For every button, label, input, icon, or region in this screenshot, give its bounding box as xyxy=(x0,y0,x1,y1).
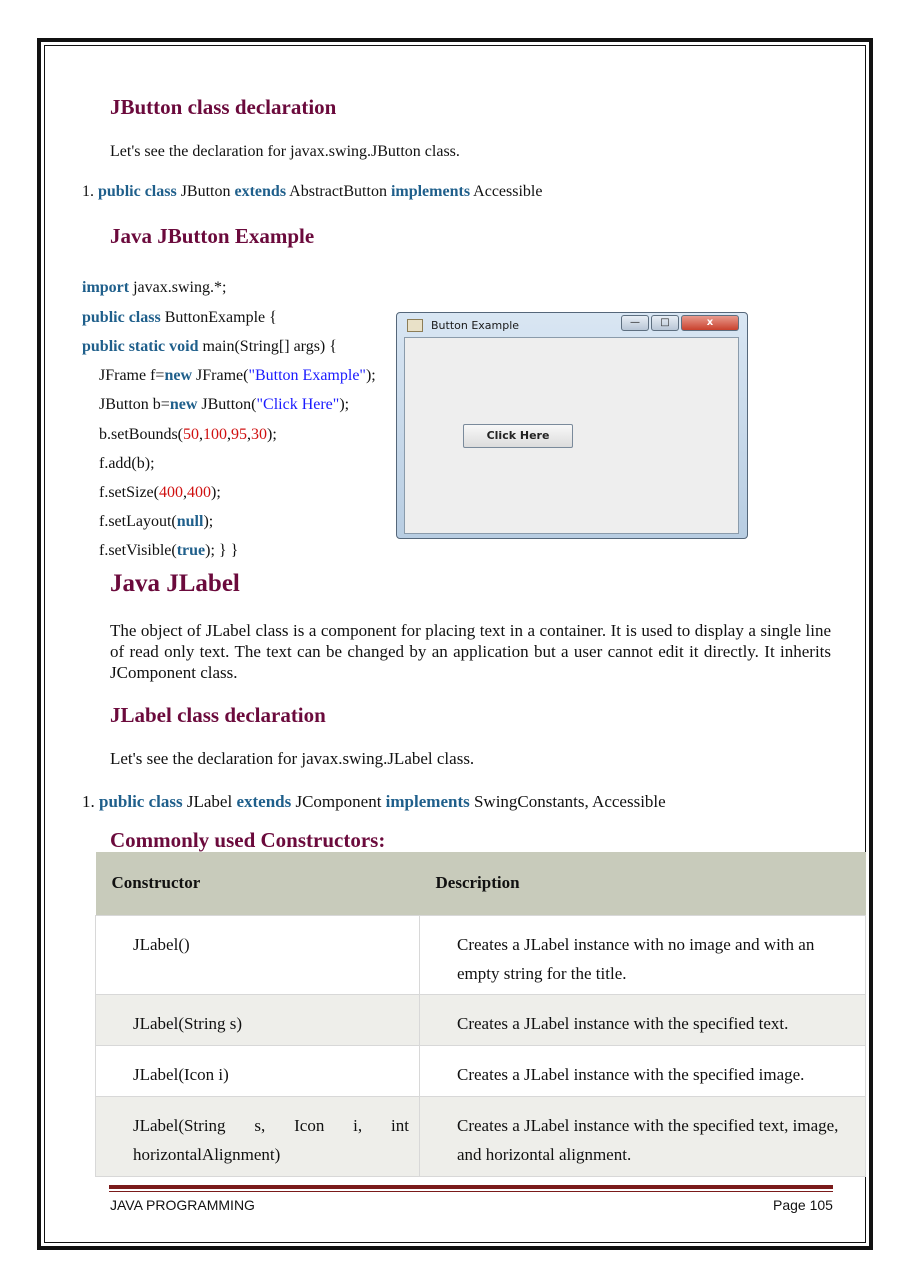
jlabel-declaration-intro: Let's see the declaration for javax.swing.JLabel class. xyxy=(110,749,475,768)
jbutton-declaration-heading: JButton class declaration xyxy=(110,95,337,119)
code-text: f.add(b); xyxy=(99,455,155,472)
code-text: ); xyxy=(339,396,350,413)
jbutton-declaration-code xyxy=(82,183,542,201)
jlabel-heading: Java JLabel xyxy=(110,570,240,597)
keyword: implements xyxy=(385,792,470,811)
string-literal: "Click Here" xyxy=(256,396,340,413)
signature-token: i, xyxy=(353,1115,363,1135)
constructor-signature-line: horizontalAlignment) xyxy=(133,1144,281,1164)
code-text: JLabel xyxy=(186,792,233,811)
footer-rule xyxy=(109,1191,833,1192)
code-line xyxy=(99,513,213,531)
code-text: JButton xyxy=(180,183,231,200)
code-text: f.setVisible( xyxy=(99,542,177,559)
code-text: Accessible xyxy=(473,183,543,200)
keyword: public class xyxy=(82,309,161,326)
close-button[interactable]: x xyxy=(681,315,739,331)
number-literal: 30 xyxy=(251,426,267,443)
description-cell: Creates a JLabel instance with the specified image. xyxy=(420,1045,866,1096)
jbutton-example-heading: Java JButton Example xyxy=(110,224,315,248)
code-text: b.setBounds( xyxy=(99,426,183,443)
constructors-heading: Commonly used Constructors: xyxy=(110,828,386,852)
code-text: JFrame( xyxy=(192,367,249,384)
column-header-description: Description xyxy=(420,852,866,915)
code-text: , xyxy=(227,426,231,443)
code-text: ); xyxy=(267,426,277,443)
footer-rule xyxy=(109,1185,833,1189)
code-line xyxy=(99,455,155,473)
page-number: Page 105 xyxy=(773,1197,833,1213)
code-text: JComponent xyxy=(295,792,382,811)
constructor-cell xyxy=(96,1096,420,1176)
code-line xyxy=(99,484,221,502)
keyword: import xyxy=(82,279,130,296)
code-text: f.setSize( xyxy=(99,484,159,501)
keyword: new xyxy=(169,396,198,413)
signature-token: Icon xyxy=(294,1115,325,1135)
table-header-row xyxy=(96,852,866,915)
string-literal: "Button Example" xyxy=(248,367,366,384)
constructor-cell: JLabel(String s) xyxy=(96,994,420,1045)
description-cell: Creates a JLabel instance with the specified text, image, and horizontal alignment. xyxy=(420,1096,866,1176)
keyword: public static void xyxy=(82,338,199,355)
code-text: AbstractButton xyxy=(289,183,387,200)
window-title: Button Example xyxy=(431,319,520,332)
description-cell: Creates a JLabel instance with the specified text. xyxy=(420,994,866,1045)
signature-token: s, xyxy=(254,1115,266,1135)
code-text: ); xyxy=(203,513,214,530)
code-text: ); xyxy=(210,484,221,501)
code-text: , xyxy=(182,484,187,501)
button-example-window xyxy=(396,312,748,539)
table-row xyxy=(96,1045,866,1096)
code-text: javax.swing.*; xyxy=(129,279,227,296)
description-cell: Creates a JLabel instance with no image and with an empty string for the title. xyxy=(420,915,866,994)
line-number: 1. xyxy=(82,792,95,811)
number-literal: 50 xyxy=(183,426,199,443)
keyword: public class xyxy=(98,183,177,200)
code-text: JButton b= xyxy=(99,396,170,413)
code-text: SwingConstants, Accessible xyxy=(473,792,666,811)
keyword: public class xyxy=(99,792,183,811)
code-line xyxy=(82,309,277,327)
code-text: , xyxy=(247,426,251,443)
code-text: main(String[] args) { xyxy=(198,338,337,355)
keyword: implements xyxy=(390,183,471,200)
keyword: new xyxy=(164,367,193,384)
code-line xyxy=(82,279,226,297)
code-line xyxy=(82,338,337,356)
code-text: f.setLayout( xyxy=(99,513,177,530)
number-literal: 95 xyxy=(231,426,247,443)
line-number: 1. xyxy=(82,183,94,200)
code-text: , xyxy=(199,426,203,443)
number-literal: 400 xyxy=(186,484,211,501)
code-line xyxy=(99,426,277,444)
click-here-button[interactable]: Click Here xyxy=(463,424,573,448)
jbutton-declaration-intro: Let's see the declaration for javax.swing.JButton class. xyxy=(110,143,460,160)
java-app-icon xyxy=(407,319,423,332)
footer-title: JAVA PROGRAMMING xyxy=(110,1197,255,1213)
table-row xyxy=(96,915,866,994)
keyword: extends xyxy=(234,183,287,200)
table-row xyxy=(96,1096,866,1176)
signature-token: JLabel(String xyxy=(133,1115,226,1135)
code-text: ); } } xyxy=(205,542,239,559)
window-content-area xyxy=(404,337,739,534)
code-line xyxy=(99,396,349,414)
signature-token: int xyxy=(391,1115,409,1135)
minimize-button[interactable]: — xyxy=(621,315,649,331)
jlabel-declaration-code xyxy=(82,792,666,812)
number-literal: 400 xyxy=(158,484,183,501)
constructors-table xyxy=(95,852,866,1177)
code-text: ); xyxy=(365,367,376,384)
number-literal: 100 xyxy=(203,426,227,443)
code-text: JFrame f= xyxy=(99,367,165,384)
maximize-button[interactable]: □ xyxy=(651,315,679,331)
constructor-cell: JLabel() xyxy=(96,915,420,994)
code-text: JButton( xyxy=(197,396,257,413)
code-line xyxy=(99,367,376,385)
jlabel-declaration-heading: JLabel class declaration xyxy=(110,703,326,727)
code-line xyxy=(99,542,238,560)
keyword: extends xyxy=(236,792,292,811)
keyword: true xyxy=(176,542,206,559)
keyword: null xyxy=(176,513,204,530)
table-row xyxy=(96,994,866,1045)
code-text: ButtonExample { xyxy=(160,309,277,326)
jlabel-paragraph: The object of JLabel class is a component for placing text in a container. It is used to display a single line of read only text. The text can be changed by an application but a user cannot edit it directly. It inherits JComponent class. xyxy=(110,621,831,682)
constructor-signature-line xyxy=(133,1111,409,1140)
column-header-constructor: Constructor xyxy=(96,852,420,915)
constructor-cell: JLabel(Icon i) xyxy=(96,1045,420,1096)
